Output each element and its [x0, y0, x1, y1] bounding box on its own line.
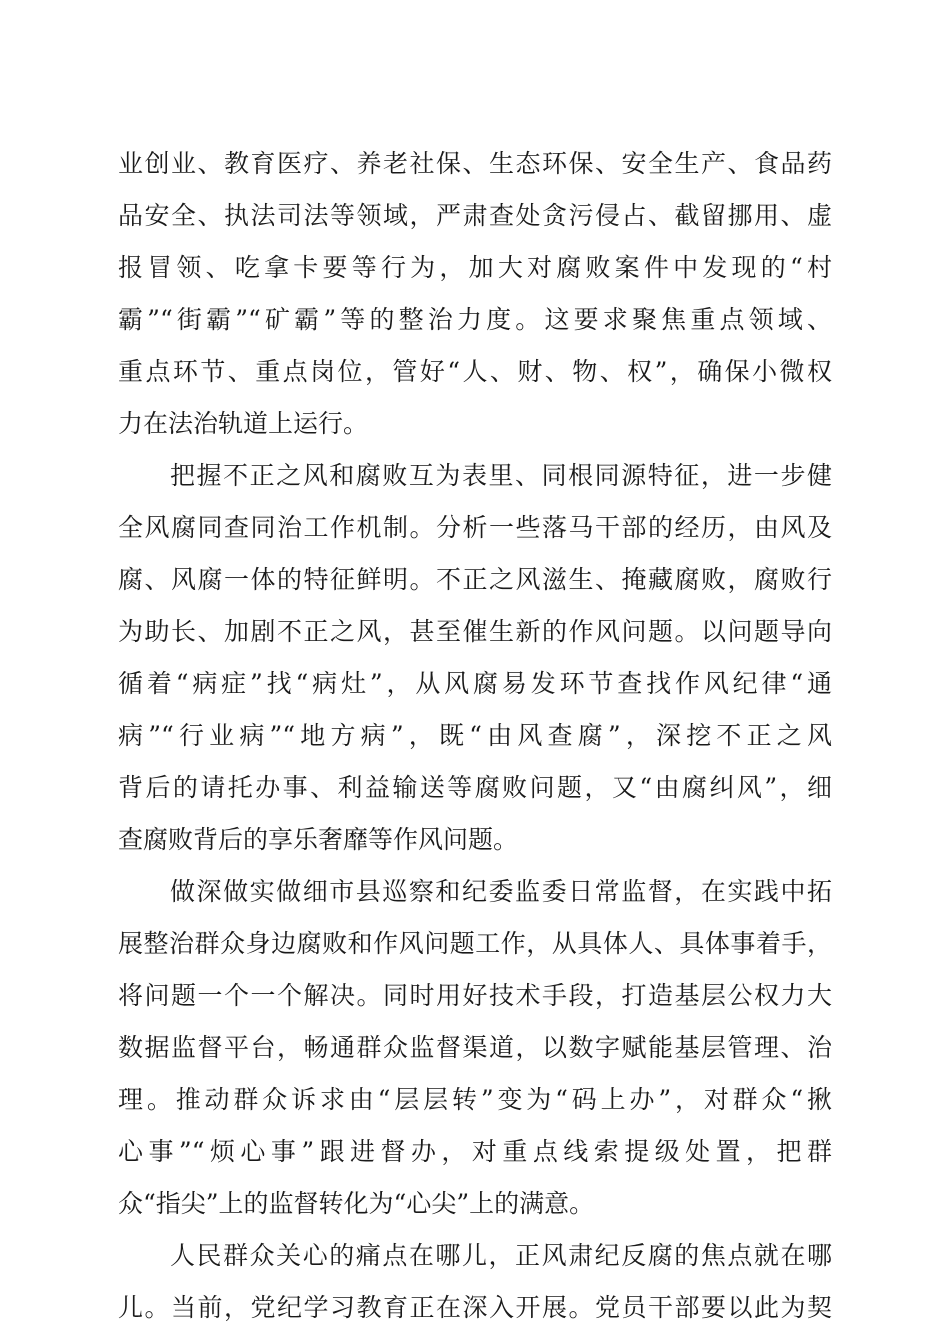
text-line: 病”“行业病”“地方病”，既“由风查腐”，深挖不正之风 — [118, 721, 832, 750]
text-line: 展整治群众身边腐败和作风问题工作，从具体人、具体事着手， — [118, 929, 832, 958]
text-line: 将问题一个一个解决。同时用好技术手段，打造基层公权力大 — [118, 981, 832, 1010]
paragraph-first-line: 把握不正之风和腐败互为表里、同根同源特征，进一步健 — [170, 461, 832, 490]
text-line: 重点环节、重点岗位，管好“人、财、物、权”，确保小微权 — [118, 357, 832, 386]
text-line: 报冒领、吃拿卡要等行为，加大对腐败案件中发现的“村 — [118, 253, 832, 282]
text-line: 背后的请托办事、利益输送等腐败问题，又“由腐纠风”，细 — [118, 773, 832, 802]
text-line: 查腐败背后的享乐奢靡等作风问题。 — [118, 825, 519, 854]
text-line: 众“指尖”上的监督转化为“心尖”上的满意。 — [118, 1189, 595, 1218]
text-line: 儿。当前，党纪学习教育正在深入开展。党员干部要以此为契 — [118, 1293, 832, 1322]
text-line: 全风腐同查同治工作机制。分析一些落马干部的经历，由风及 — [118, 513, 832, 542]
text-line: 循着“病症”找“病灶”，从风腐易发环节查找作风纪律“通 — [118, 669, 832, 698]
body-text — [118, 138, 832, 1334]
text-line: 品安全、执法司法等领域，严肃查处贪污侵占、截留挪用、虚 — [118, 201, 832, 230]
text-line: 腐、风腐一体的特征鲜明。不正之风滋生、掩藏腐败，腐败行 — [118, 565, 832, 594]
text-line: 霸”“街霸”“矿霸”等的整治力度。这要求聚焦重点领域、 — [118, 305, 832, 334]
paragraph-first-line: 人民群众关心的痛点在哪儿，正风肃纪反腐的焦点就在哪 — [170, 1241, 832, 1270]
text-line: 力在法治轨道上运行。 — [118, 409, 369, 438]
paragraph-first-line: 做深做实做细市县巡察和纪委监委日常监督，在实践中拓 — [170, 877, 832, 906]
text-line: 理。推动群众诉求由“层层转”变为“码上办”，对群众“揪 — [118, 1085, 832, 1114]
text-line: 业创业、教育医疗、养老社保、生态环保、安全生产、食品药 — [118, 149, 832, 178]
text-line: 数据监督平台，畅通群众监督渠道，以数字赋能基层管理、治 — [118, 1033, 832, 1062]
text-line: 为助长、加剧不正之风，甚至催生新的作风问题。以问题导向 — [118, 617, 832, 646]
text-line: 心事”“烦心事”跟进督办，对重点线索提级处置，把群 — [118, 1137, 832, 1166]
